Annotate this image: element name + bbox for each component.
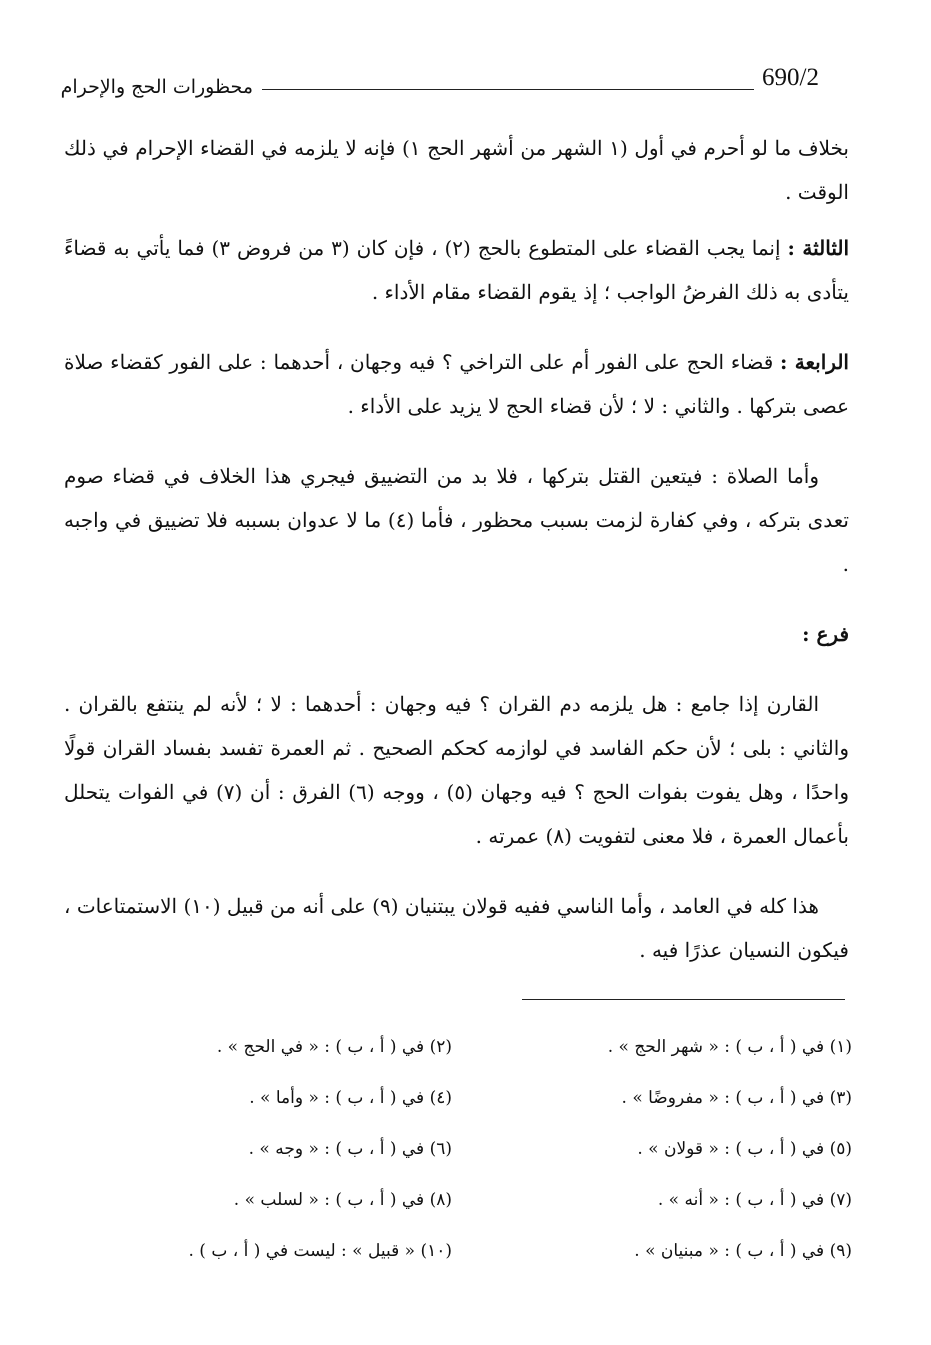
paragraph	[64, 884, 849, 972]
paragraph	[64, 682, 849, 858]
paragraph	[64, 226, 849, 314]
footnote: (٢) في ( أ ، ب ) : « في الحج » .	[216, 1037, 452, 1057]
paragraph	[64, 340, 849, 428]
footnote: (٤) في ( أ ، ب ) : « وأما » .	[249, 1088, 452, 1108]
paragraph-text: القارن إذا جامع : هل يلزمه دم القران ؟ فيه وجهان : أحدهما : لا ؛ لأنه لم ينتفع بالقران . والثاني : بلى ؛ لأن حكم الفاسد في لوازمه كحكم الصحيح . ثم العمرة تفسد بفساد القران قولًا واحدًا ، وهل يفوت بفوات الحج ؟ فيه وجهان (٥) ، ووجه (٦) الفرق : أن (٧) في الفوات يتحلل بأعمال العمرة ، فلا معنى لتفويت (٨) عمرته .	[64, 692, 849, 848]
page-number: 690/2	[762, 64, 819, 91]
header-rule	[262, 89, 754, 90]
footnote: (٧) في ( أ ، ب ) : « أنه » .	[657, 1190, 852, 1210]
footnote-rule	[522, 999, 845, 1000]
paragraph-heading: الرابعة :	[780, 350, 849, 374]
footnote: (٩) في ( أ ، ب ) : « مبنيان » .	[634, 1241, 852, 1261]
paragraph-text: إنما يجب القضاء على المتطوع بالحج (٢) ، فإن كان (٣ من فروض ٣) فما يأتي به قضاءً يتأدى به ذلك الفرضُ الواجب ؛ إذ يقوم القضاء مقام الأداء .	[64, 236, 849, 304]
footnote: (٥) في ( أ ، ب ) : « قولان » .	[637, 1139, 852, 1159]
paragraph	[64, 612, 849, 656]
main-text	[64, 126, 849, 984]
paragraph-text: قضاء الحج على الفور أم على التراخي ؟ فيه وجهان ، أحدهما : على الفور كقضاء صلاة عصى بتركها . والثاني : لا ؛ لأن قضاء الحج لا يزيد على الأداء .	[64, 350, 849, 418]
footnote: (٣) في ( أ ، ب ) : « مفروضًا » .	[621, 1088, 852, 1108]
paragraph-text: بخلاف ما لو أحرم في أول (١ الشهر من أشهر الحج ١) فإنه لا يلزمه في القضاء الإحرام في ذلك الوقت .	[64, 136, 849, 204]
paragraph-text: وأما الصلاة : فيتعين القتل بتركها ، فلا بد من التضييق فيجري هذا الخلاف في قضاء صوم تعدى بتركه ، وفي كفارة لزمت بسبب محظور ، فأما (٤) ما لا عدوان بسببه فلا تضييق في واجبه .	[64, 464, 849, 576]
footnote: (١٠) « قبيل » : ليست في ( أ ، ب ) .	[188, 1241, 452, 1261]
paragraph	[64, 454, 849, 586]
footnotes	[92, 1030, 852, 1268]
section-heading: فرع :	[802, 622, 849, 646]
footnote: (٦) في ( أ ، ب ) : « وجه » .	[248, 1139, 452, 1159]
paragraph-heading: الثالثة :	[787, 236, 850, 260]
footnote: (١) في ( أ ، ب ) : « شهر الحج » .	[607, 1037, 852, 1057]
running-title: محظورات الحج والإحرام	[60, 76, 253, 98]
paragraph-text: هذا كله في العامد ، وأما الناسي ففيه قولان يبتنيان (٩) على أنه من قبيل (١٠) الاستمتاعات ، فيكون النسيان عذرًا فيه .	[64, 894, 849, 962]
paragraph	[64, 126, 849, 214]
footnote: (٨) في ( أ ، ب ) : « لسلب » .	[233, 1190, 452, 1210]
